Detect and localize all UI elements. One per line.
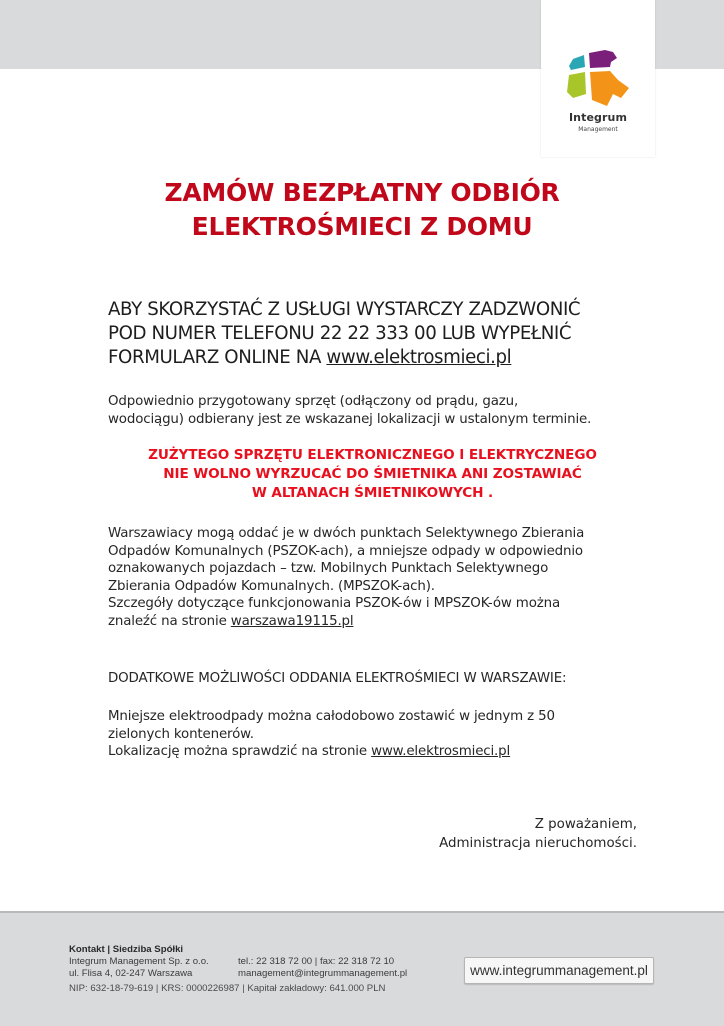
paragraph-line: Odpowiednio przygotowany sprzęt (odłączony od prądu, gazu, <box>108 394 519 409</box>
paragraph-line: Mniejsze elektroodpady można całodobowo zostawić w jednym z 50 <box>108 709 555 724</box>
footer-company: Integrum Management Sp. z o.o. <box>69 956 209 967</box>
paragraph-line: oznakowanych pojazdach – tzw. Mobilnych Punktach Selektywnego <box>108 561 549 576</box>
section-heading: DODATKOWE MOŻLIWOŚCI ODDANIA ELEKTROŚMIECI W WARSZAWIE: <box>108 671 567 686</box>
title-line: ZAMÓW BEZPŁATNY ODBIÓR <box>164 178 560 207</box>
footer-phone: tel.: 22 318 72 00 | fax: 22 318 72 10 <box>238 956 395 967</box>
lead-instructions <box>108 298 668 370</box>
logo-lime-piece <box>567 72 586 98</box>
footer-address <box>69 956 209 980</box>
warning-notice <box>0 446 724 503</box>
company-logo <box>541 0 655 157</box>
logo-purple-piece <box>589 50 617 68</box>
paragraph-line: Szczegóły dotyczące funkcjonowania PSZOK-ów i MPSZOK-ów można <box>108 596 561 611</box>
warning-line: NIE WOLNO WYRZUCAĆ DO ŚMIETNIKA ANI ZOSTAWIAĆ <box>163 466 582 482</box>
containers-paragraph <box>108 708 668 761</box>
paragraph-line <box>108 613 668 631</box>
website-button[interactable]: www.integrummanagement.pl <box>464 957 654 984</box>
lead-line: ABY SKORZYSTAĆ Z USŁUGI WYSTARCZY ZADZWONIĆ <box>108 299 581 320</box>
paragraph-text: Lokalizację można sprawdzić na stronie <box>108 744 372 759</box>
footer-email[interactable]: management@integrummanagement.pl <box>238 968 408 979</box>
footer <box>0 911 724 1026</box>
title-line: ELEKTROŚMIECI Z DOMU <box>191 212 533 241</box>
warning-line: W ALTANACH ŚMIETNIKOWYCH . <box>251 485 494 501</box>
paragraph-line: Zbierania Odpadów Komunalnych. (MPSZOK-ach). <box>108 578 435 594</box>
signature <box>439 815 637 853</box>
pszok-paragraph <box>108 525 668 630</box>
logo-teal-piece <box>569 55 585 70</box>
warszawa19115-link[interactable]: warszawa19115.pl <box>230 613 354 629</box>
footer-contact <box>238 956 407 980</box>
lead-line <box>108 346 668 370</box>
signature-sender: Administracja nieruchomości. <box>439 836 637 851</box>
pickup-info-paragraph <box>108 393 668 428</box>
paragraph-text: znaleźć na stronie <box>108 613 231 629</box>
footer-street: ul. Flisa 4, 02-247 Warszawa <box>69 968 193 979</box>
paragraph-line <box>108 743 668 761</box>
footer-legal: NIP: 632-18-79-619 | KRS: 0000226987 | Kapitał zakładowy: 641.000 PLN <box>69 983 386 994</box>
integrum-logo-icon <box>563 50 633 108</box>
elektrosmieci-link-2[interactable]: www.elektrosmieci.pl <box>371 744 511 759</box>
warning-line: ZUŻYTEGO SPRZĘTU ELEKTRONICZNEGO I ELEKTRYCZNEGO <box>148 447 597 463</box>
signature-greeting: Z poważaniem, <box>534 817 637 832</box>
logo-subtitle: Management <box>578 126 618 133</box>
page-title <box>0 176 724 244</box>
paragraph-line: zielonych kontenerów. <box>108 726 254 742</box>
paragraph-line: wodociągu) odbierany jest ze wskazanej lokalizacji w ustalonym terminie. <box>108 411 592 427</box>
paragraph-line: Warszawiacy mogą oddać je w dwóch punktach Selektywnego Zbierania <box>108 526 585 541</box>
lead-line: POD NUMER TELEFONU 22 22 333 00 LUB WYPEŁNIĆ <box>108 323 572 344</box>
footer-heading: Kontakt | Siedziba Spółki <box>69 944 184 955</box>
paragraph-line: Odpadów Komunalnych (PSZOK-ach), a mniejsze odpady w odpowiednio <box>108 543 583 559</box>
logo-name: Integrum <box>568 111 628 124</box>
lead-text: FORMULARZ ONLINE NA <box>108 347 327 368</box>
logo-orange-piece <box>590 71 629 106</box>
elektrosmieci-link[interactable]: www.elektrosmieci.pl <box>326 347 512 368</box>
